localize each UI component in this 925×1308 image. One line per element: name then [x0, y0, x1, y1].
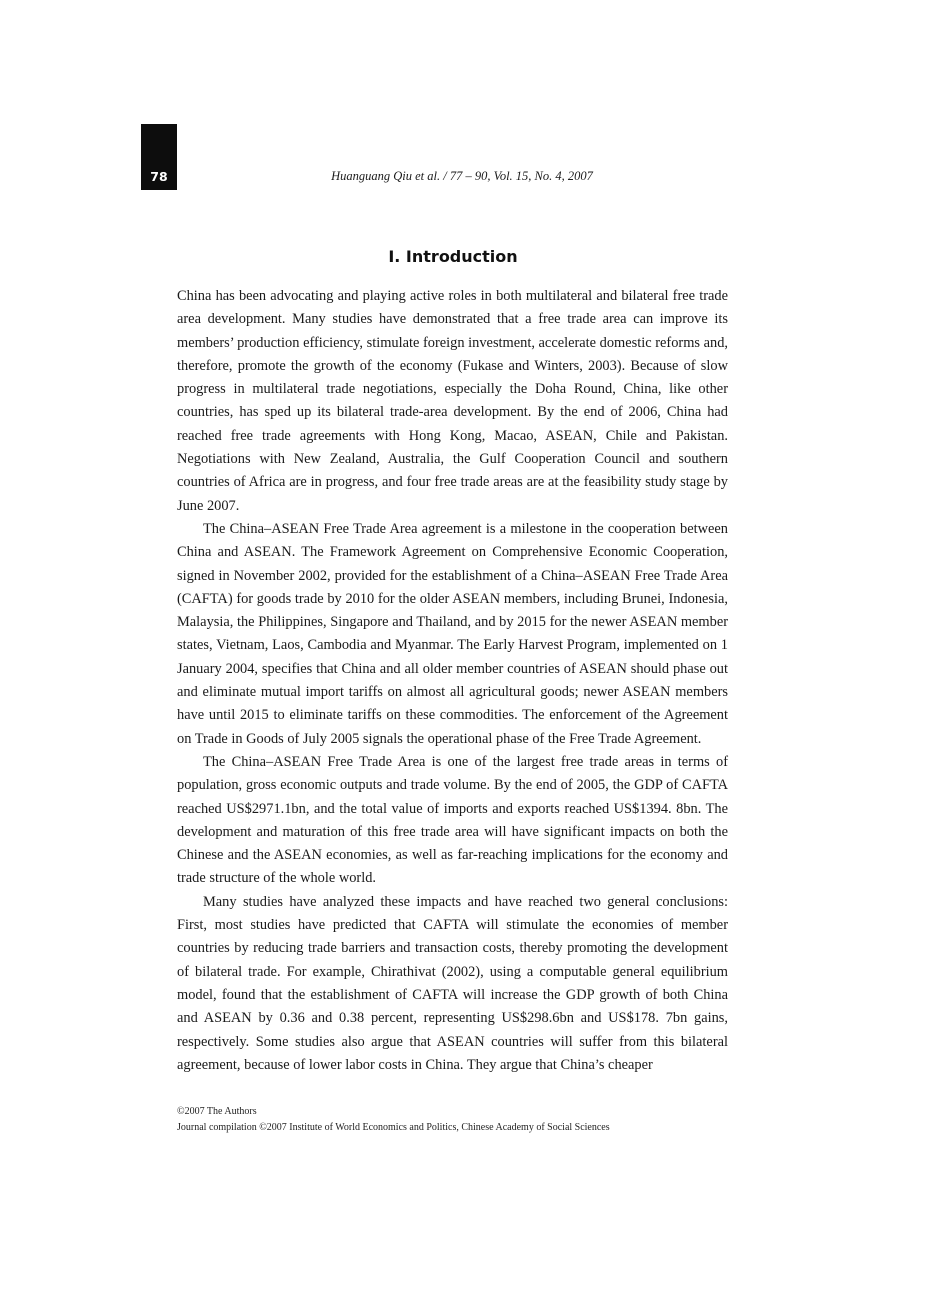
running-header: Huanguang Qiu et al. / 77 – 90, Vol. 15, No. 4, 2007 [331, 169, 593, 183]
section-title: I. Introduction [388, 246, 518, 266]
copyright-line: ©2007 The Authors [177, 1106, 257, 1117]
footer-notes [177, 1104, 737, 1136]
journal-compilation-line: Journal compilation ©2007 Institute of World Economics and Politics, Chinese Academy of Social Sciences [177, 1122, 610, 1133]
paragraph-2: The China–ASEAN Free Trade Area agreement is a milestone in the cooperation between China and ASEAN. The Framework Agreement on Comprehensive Economic Cooperation, signed in November 2002, provided for the establishment of a China–ASEAN Free Trade Area (CAFTA) for goods trade by 2010 for the older ASEAN members, including Brunei, Indonesia, Malaysia, the Philippines, Singapore and Thailand, and by 2015 for the newer ASEAN member states, Vietnam, Laos, Cambodia and Myanmar. The Early Harvest Program, implemented on 1 January 2004, specifies that China and all older member countries of ASEAN should phase out and eliminate mutual import tariffs on almost all agricultural goods; newer ASEAN members have until 2015 to eliminate tariffs on these commodities. The enforcement of the Agreement on Trade in Goods of July 2005 signals the operational phase of the Free Trade Agreement. [177, 520, 728, 747]
page-number: 78 [150, 169, 168, 184]
paragraph-3: The China–ASEAN Free Trade Area is one of the largest free trade areas in terms of population, gross economic outputs and trade volume. By the end of 2005, the GDP of CAFTA reached US$2971.1bn, and the total value of imports and exports reached US$1394. 8bn. The development and maturation of this free trade area will have significant impacts on both the Chinese and the ASEAN economies, as well as far-reaching implications for the economy and trade structure of the whole world. [177, 753, 728, 887]
article-body [177, 285, 728, 1077]
paragraph-4: Many studies have analyzed these impacts and have reached two general conclusions: First, most studies have predicted that CAFTA will stimulate the economies of member countries by reducing trade barriers and transaction costs, thereby promoting the development of bilateral trade. For example, Chirathivat (2002), using a computable general equilibrium model, found that the establishment of CAFTA will increase the GDP growth of both China and ASEAN by 0.36 and 0.38 percent, representing US$298.6bn and US$178. 7bn gains, respectively. Some studies also argue that ASEAN countries will suffer from this bilateral agreement, because of lower labor costs in China. They argue that China’s cheaper [177, 893, 728, 1073]
page-number-tab [141, 124, 177, 190]
paragraph-1: China has been advocating and playing active roles in both multilateral and bilateral free trade area development. Many studies have demonstrated that a free trade area can improve its members’ production efficiency, stimulate foreign investment, accelerate domestic reforms and, therefore, promote the growth of the economy (Fukase and Winters, 2003). Because of slow progress in multilateral trade negotiations, especially the Doha Round, China, like other countries, has sped up its bilateral trade-area development. By the end of 2006, China had reached free trade agreements with Hong Kong, Macao, ASEAN, Chile and Pakistan. Negotiations with New Zealand, Australia, the Gulf Cooperation Council and southern countries of Africa are in progress, and four free trade areas are at the feasibility study stage by June 2007. [177, 288, 728, 514]
